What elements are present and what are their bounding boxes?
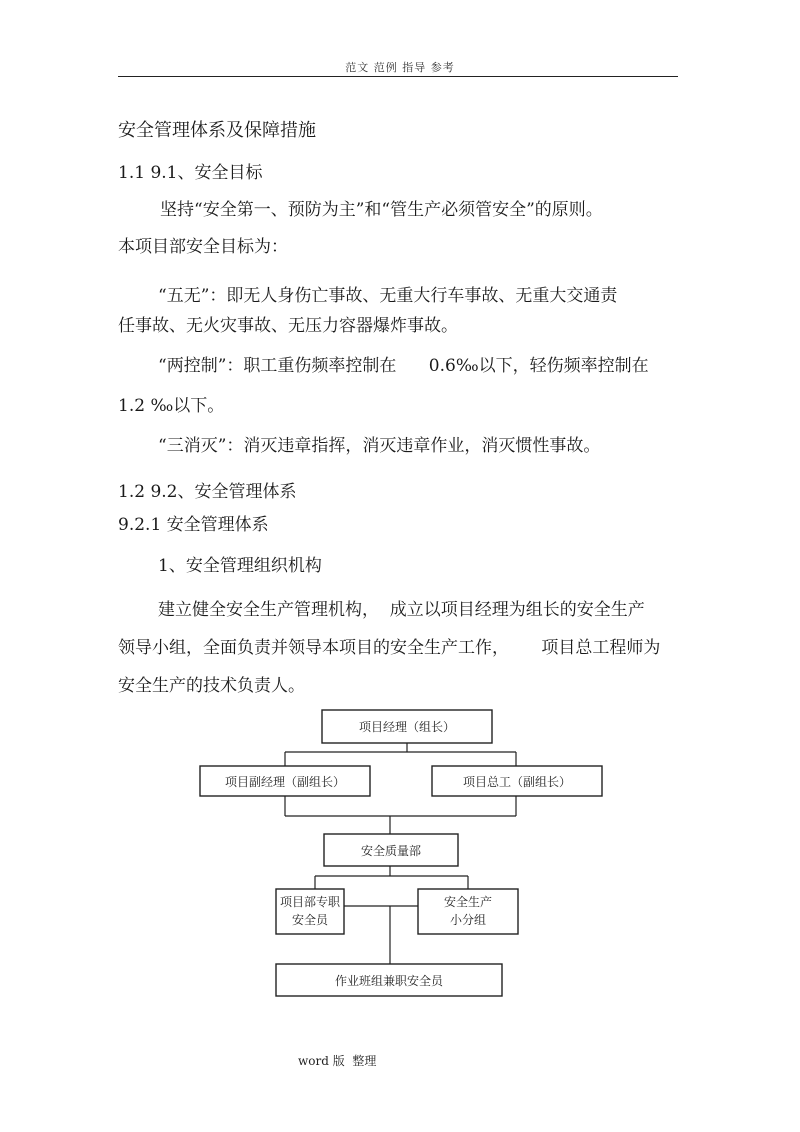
- label-safety-group-line1: 安全生产: [443, 895, 493, 909]
- paragraph-sanxiao: “三消灭”：消灭违章指挥，消灭违章作业，消灭惯性事故。: [158, 436, 601, 456]
- paragraph-goal-intro: 本项目部安全目标为：: [118, 237, 288, 257]
- paragraph-wuwu-line1: “五无”：即无人身伤亡事故、无重大行车事故、无重大交通责: [158, 286, 618, 306]
- page-header: 范文 范例 指导 参考: [345, 61, 455, 74]
- label-chief-engineer: 项目总工（副组长）: [462, 775, 572, 789]
- paragraph-org-line3: 安全生产的技术负责人。: [118, 676, 305, 696]
- paragraph-principle: 坚持“安全第一、预防为主”和“管生产必须管安全”的原则。: [160, 200, 603, 220]
- subheading-org: 1、安全管理组织机构: [158, 556, 322, 576]
- label-safety-officer-line1: 项目部专职: [279, 895, 341, 909]
- label-safety-quality-dept: 安全质量部: [360, 844, 422, 858]
- paragraph-org-line1: 建立健全安全生产管理机构， 成立以项目经理为组长的安全生产: [158, 600, 645, 620]
- paragraph-org-line2: 领导小组，全面负责并领导本项目的安全生产工作， 项目总工程师为: [118, 638, 661, 658]
- label-safety-group-line2: 小分组: [449, 913, 487, 927]
- label-project-manager: 项目经理（组长）: [358, 720, 456, 734]
- section-heading-1-2: 1.2 9.2、安全管理体系: [118, 482, 297, 502]
- section-heading-1-1: 1.1 9.1、安全目标: [118, 163, 263, 183]
- paragraph-liang-line1: “两控制”：职工重伤频率控制在 0.6‰以下，轻伤频率控制在: [158, 356, 649, 376]
- paragraph-liang-line2: 1.2 ‰以下。: [118, 396, 225, 416]
- label-safety-officer-line2: 安全员: [291, 913, 329, 927]
- label-team-officer: 作业班组兼职安全员: [334, 974, 444, 988]
- document-title: 安全管理体系及保障措施: [118, 120, 316, 141]
- page-footer: word 版 整理: [298, 1054, 377, 1068]
- section-heading-9-2-1: 9.2.1 安全管理体系: [118, 515, 269, 535]
- label-deputy-manager: 项目副经理（副组长）: [224, 775, 346, 789]
- paragraph-wuwu-line2: 任事故、无火灾事故、无压力容器爆炸事故。: [118, 316, 458, 336]
